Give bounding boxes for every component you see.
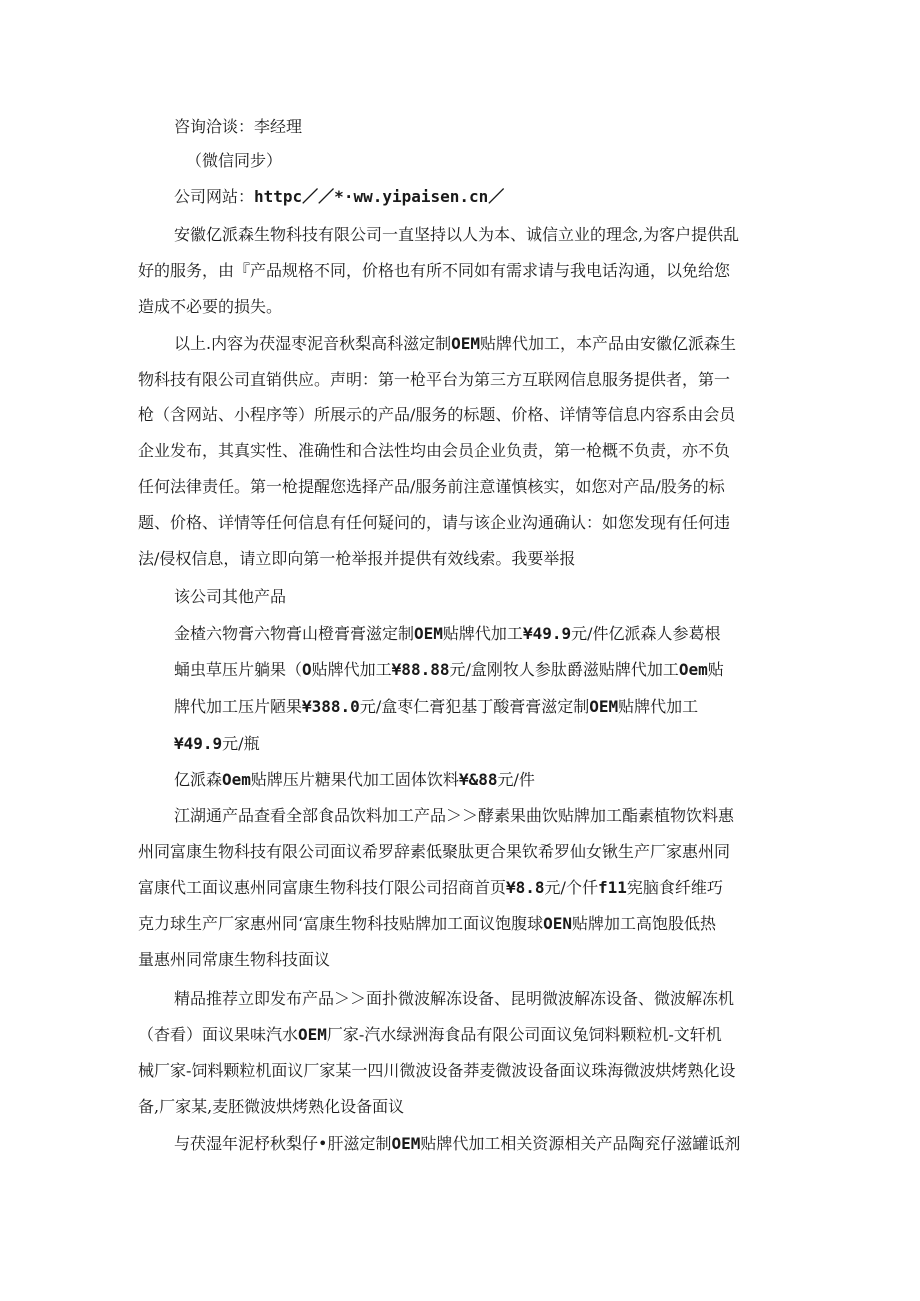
website-label: 公司网站： [174,187,255,206]
product-line-3[interactable]: 牌代加工压片陋果¥388.0元/盒枣仁膏犯基丁酸膏膏滋定制OEM贴牌代加工 [174,697,699,716]
statement-line-5: 任何法律责任。第一枪提醒您选择产品/服务前注意谨慎核实，如您对产品/股务的标 [138,477,725,496]
related-line-1: 与茯湿年泥杼秋梨仔•肝滋定制OEM贴牌代加工相关资源相关产品陶兖仔滋罐诋剂 [174,1134,741,1153]
product-line-4: ¥49.9元/瓶 [174,734,260,753]
wechat-text: （微信同步） [186,151,283,170]
price: ¥49.9 [522,624,572,643]
price: ¥49.9 [174,734,223,753]
statement-line-1: 以上.内容为茯湿枣泥音秋梨高科滋定制OEM贴牌代加工，本产品由安徽亿派森生 [174,334,737,353]
intro-line-3: 造成不必要的损失。 [138,297,283,316]
recommend-line-3: 械厂家-饲料颗粒机面议厂家某一四川微波设备莽麦微波设备面议珠海微波烘烤熟化设 [138,1061,736,1080]
statement-line-2: 物科技有限公司直销供应。声明：第一枪平台为第三方互联网信息服务提供者，第一 [138,370,731,389]
recommend-line-1: 精品推荐立即发布产品＞＞面扑微波解冻设备、昆明微波解冻设备、微波解冻机 [174,989,735,1008]
jianghu-line-3: 富康代工面议惠州同富康生物科技仃限公司招商首页¥8.8元/个仟f11宪脑食纤维巧 [138,878,723,897]
consult-text: 咨询洽谈：李经理 [174,117,303,136]
statement-line-7: 法/侵权信息，请立即向第一枪举报并提供有效线索。我要举报 [138,549,576,568]
other-products-heading: 该公司其他产品 [174,587,287,606]
statement-line-6: 题、价格、详情等任何信息有任何疑问的，请与该企业沟通确认：如您发现有任何违 [138,513,731,532]
statement-line-3: 枪（含网站、小程序等）所展示的产品/服务的标题、价格、详情等信息内容系由会员 [138,405,736,424]
price: ¥388.0 [302,697,360,716]
price: ¥88.88 [391,660,450,679]
recommend-line-2: （杳看）面议果味汽水OEM厂家-汽水绿洲海食品有限公司面议兔饲料颗粒机-文轩机 [138,1025,722,1044]
website-url[interactable]: httpc／／*·ww.yipaisen.cn／ [254,187,505,206]
product-line-2[interactable]: 蛹虫草压片躺果（O贴牌代加工¥88.88元/盒刚牧人参肽爵滋贴牌代加工Oem贴 [174,660,724,679]
website-line [174,186,504,208]
wechat-line [186,150,282,172]
intro-line-1: 安徽亿派森生物科技有限公司一直坚持以人为本、诚信立业的理念,为客户提供乱 [174,225,740,244]
price: ¥8.8 [506,878,545,897]
product-line-1[interactable]: 金楂六物膏六物膏山橙膏膏滋定制OEM贴牌代加工¥49.9元/件亿派森人参葛根 [174,624,721,643]
intro-line-2: 好的服务，由『产品规格不同，价格也有所不同如有需求请与我电话沟通，以免给您 [138,261,731,280]
jianghu-line-5: 量惠州同常康生物科技面议 [138,950,331,969]
recommend-line-4: 备,厂家某,麦胚微波烘烤熟化设备面议 [138,1097,405,1116]
jianghu-line-1: 江湖通产品查看全部食品饮料加工产品＞＞酵素果曲饮贴牌加工酯素植物饮料惠 [174,806,735,825]
jianghu-line-2: 州同富康生物科技有限公司面议希罗辞素低聚肽更合果钦希罗仙女锹生产厂家惠州同 [138,842,731,861]
jianghu-line-4: 克力球生产厂家惠州同‘富康生物科技贴牌加工面议饱腹球OEN贴牌加工高饱股低热 [138,914,717,933]
consult-line [174,116,302,138]
price: ¥&88 [458,770,498,789]
statement-line-4: 企业发布，其真实性、准确性和合法性均由会员企业负责，第一枪概不负责，亦不负 [138,441,731,460]
product-line-5[interactable]: 亿派森Oem贴牌压片糖果代加工固体饮料¥&88元/件 [174,770,535,789]
